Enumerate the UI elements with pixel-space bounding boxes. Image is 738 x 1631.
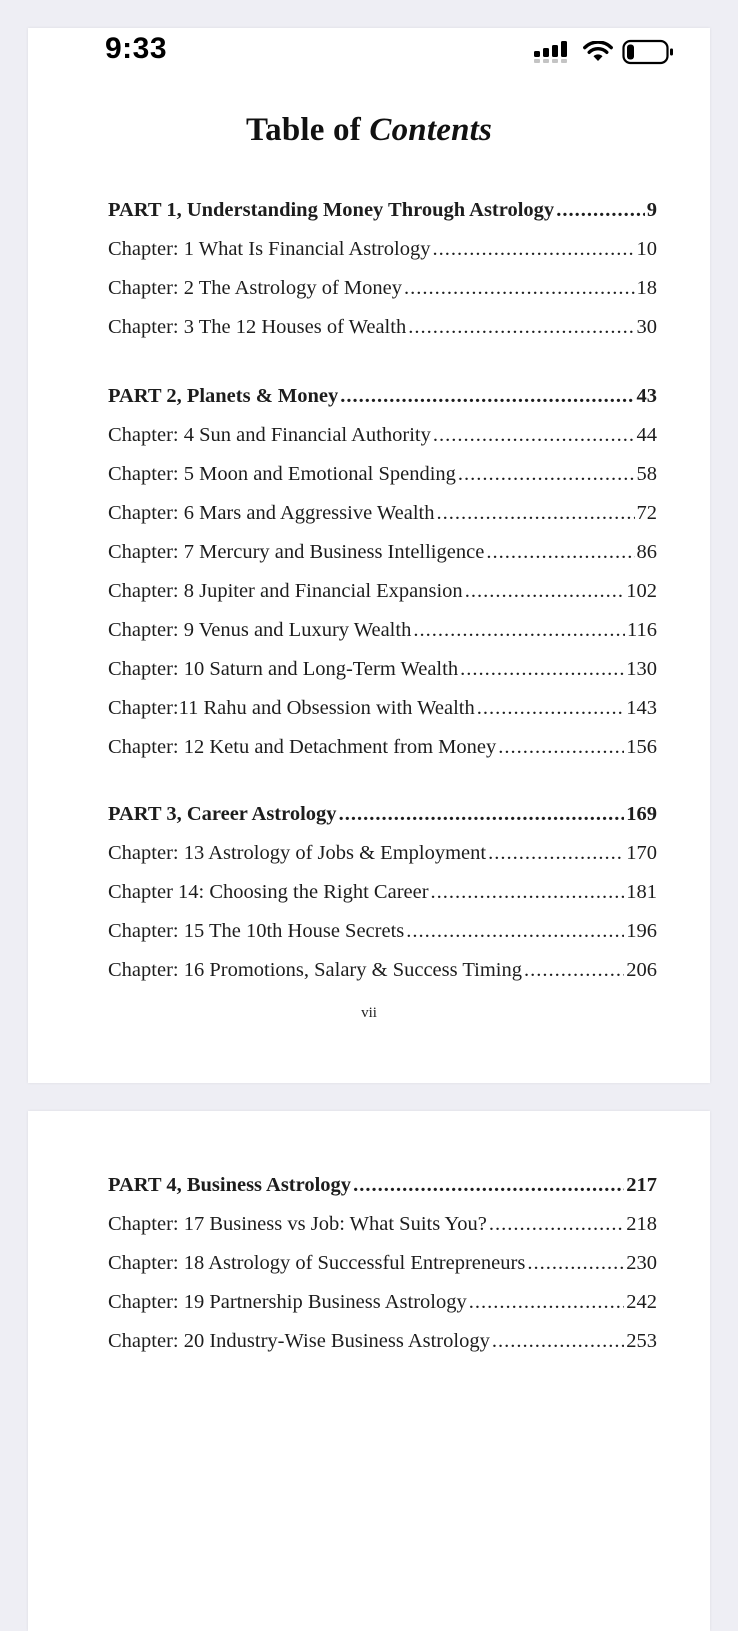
toc-chapter-entry <box>108 689 657 728</box>
toc-chapter-entry <box>108 951 657 990</box>
toc-chapter-entry <box>108 230 657 269</box>
dot-leader <box>465 572 625 611</box>
dot-leader <box>524 951 624 990</box>
toc-chapter-entry <box>108 455 657 494</box>
toc-chapter-page: 143 <box>626 697 657 719</box>
dot-leader <box>498 728 624 767</box>
toc-chapter-page: 218 <box>626 1213 657 1235</box>
toc-chapter-label: Chapter: 2 The Astrology of Money <box>108 277 402 299</box>
dot-leader <box>339 795 625 834</box>
toc-chapter-page: 170 <box>626 842 657 864</box>
toc-chapter-label: Chapter: 4 Sun and Financial Authority <box>108 424 431 446</box>
dot-leader <box>433 416 635 455</box>
toc-part-label: PART 4, Business Astrology <box>108 1174 352 1196</box>
toc-chapter-entry <box>108 1322 657 1361</box>
toc-part-heading <box>108 191 657 230</box>
dot-leader <box>469 1283 625 1322</box>
dot-leader <box>458 455 635 494</box>
toc-chapter-entry <box>108 416 657 455</box>
cellular-signal-icon <box>534 40 574 64</box>
toc-part-heading <box>108 1166 657 1205</box>
toc-part-page: 9 <box>646 199 657 221</box>
toc-chapter-entry <box>108 873 657 912</box>
toc-chapter-page: 156 <box>626 736 657 758</box>
dot-leader <box>556 191 645 230</box>
toc-chapter-entry <box>108 533 657 572</box>
toc-chapter-label: Chapter: 5 Moon and Emotional Spending <box>108 463 456 485</box>
dot-leader <box>413 611 625 650</box>
dot-leader <box>486 533 634 572</box>
toc-part-label: PART 2, Planets & Money <box>108 385 339 407</box>
document-page-2 <box>28 1111 710 1631</box>
dot-leader <box>489 1205 624 1244</box>
toc-chapter-label: Chapter: 15 The 10th House Secrets <box>108 920 405 942</box>
toc-chapter-page: 18 <box>636 277 657 299</box>
toc-chapter-entry <box>108 269 657 308</box>
battery-icon <box>622 39 674 65</box>
dot-leader <box>353 1166 624 1205</box>
toc-chapter-label: Chapter: 7 Mercury and Business Intelligence <box>108 541 485 563</box>
toc-chapter-label: Chapter: 1 What Is Financial Astrology <box>108 238 431 260</box>
toc-chapter-label: Chapter: 17 Business vs Job: What Suits You? <box>108 1213 487 1235</box>
dot-leader <box>492 1322 624 1361</box>
toc-chapter-page: 102 <box>626 580 657 602</box>
toc-chapter-page: 58 <box>636 463 657 485</box>
toc-chapter-entry <box>108 728 657 767</box>
toc-chapter-label: Chapter: 18 Astrology of Successful Entrepreneurs <box>108 1252 526 1274</box>
toc-chapter-page: 10 <box>636 238 657 260</box>
toc-chapter-label: Chapter:11 Rahu and Obsession with Wealth <box>108 697 475 719</box>
toc-chapter-label: Chapter: 3 The 12 Houses of Wealth <box>108 316 407 338</box>
status-bar <box>28 28 710 76</box>
toc-chapter-page: 30 <box>636 316 657 338</box>
status-icons <box>534 38 674 66</box>
toc-section-part-1 <box>108 191 657 347</box>
status-time: 9:33 <box>105 32 168 65</box>
toc-chapter-entry <box>108 834 657 873</box>
toc-section-part-2 <box>108 377 657 767</box>
toc-chapter-entry <box>108 1283 657 1322</box>
dot-leader <box>488 834 624 873</box>
dot-leader <box>406 912 624 951</box>
toc-chapter-entry <box>108 494 657 533</box>
toc-chapter-entry <box>108 308 657 347</box>
toc-chapter-label: Chapter: 16 Promotions, Salary & Success Timing <box>108 959 522 981</box>
page-number: vii <box>361 1005 377 1021</box>
toc-chapter-label: Chapter: 20 Industry-Wise Business Astrology <box>108 1330 490 1352</box>
dot-leader <box>460 650 624 689</box>
wifi-icon <box>583 41 613 63</box>
toc-chapter-entry <box>108 912 657 951</box>
toc-title-regular: Table of <box>245 112 370 148</box>
toc-chapter-entry <box>108 1205 657 1244</box>
toc-chapter-page: 116 <box>627 619 657 641</box>
toc-part-label: PART 3, Career Astrology <box>108 803 337 825</box>
toc-chapter-entry <box>108 650 657 689</box>
toc-part-page: 169 <box>626 803 657 825</box>
toc-chapter-page: 130 <box>626 658 657 680</box>
toc-chapter-page: 230 <box>626 1252 657 1274</box>
toc-chapter-page: 196 <box>626 920 657 942</box>
toc-part-heading <box>108 795 657 834</box>
document-page-1 <box>28 28 710 1083</box>
toc-part-page: 43 <box>636 385 657 407</box>
dot-leader <box>432 230 634 269</box>
toc-chapter-label: Chapter: 10 Saturn and Long-Term Wealth <box>108 658 459 680</box>
toc-chapter-label: Chapter: 8 Jupiter and Financial Expansion <box>108 580 463 602</box>
toc-chapter-page: 44 <box>636 424 657 446</box>
toc-chapter-entry <box>108 572 657 611</box>
dot-leader <box>431 873 625 912</box>
toc-section-part-3 <box>108 795 657 990</box>
toc-title-italic: Contents <box>369 112 493 148</box>
toc-part-label: PART 1, Understanding Money Through Astrology <box>108 199 555 221</box>
toc-part-heading <box>108 377 657 416</box>
dot-leader <box>404 269 635 308</box>
toc-chapter-label: Chapter: 13 Astrology of Jobs & Employment <box>108 842 487 864</box>
dot-leader <box>527 1244 624 1283</box>
toc-chapter-page: 181 <box>626 881 657 903</box>
dot-leader <box>436 494 634 533</box>
toc-chapter-page: 86 <box>636 541 657 563</box>
toc-part-page: 217 <box>626 1174 657 1196</box>
toc-chapter-page: 253 <box>626 1330 657 1352</box>
toc-chapter-page: 242 <box>626 1291 657 1313</box>
toc-chapter-label: Chapter 14: Choosing the Right Career <box>108 881 429 903</box>
toc-chapter-entry <box>108 611 657 650</box>
toc-chapter-label: Chapter: 6 Mars and Aggressive Wealth <box>108 502 435 524</box>
toc-chapter-entry <box>108 1244 657 1283</box>
dot-leader <box>340 377 634 416</box>
toc-section-part-4 <box>108 1166 657 1361</box>
toc-chapter-page: 72 <box>636 502 657 524</box>
toc-chapter-page: 206 <box>626 959 657 981</box>
dot-leader <box>408 308 634 347</box>
dot-leader <box>477 689 625 728</box>
toc-chapter-label: Chapter: 19 Partnership Business Astrology <box>108 1291 467 1313</box>
toc-chapter-label: Chapter: 12 Ketu and Detachment from Money <box>108 736 497 758</box>
toc-chapter-label: Chapter: 9 Venus and Luxury Wealth <box>108 619 412 641</box>
toc-title <box>28 112 710 149</box>
